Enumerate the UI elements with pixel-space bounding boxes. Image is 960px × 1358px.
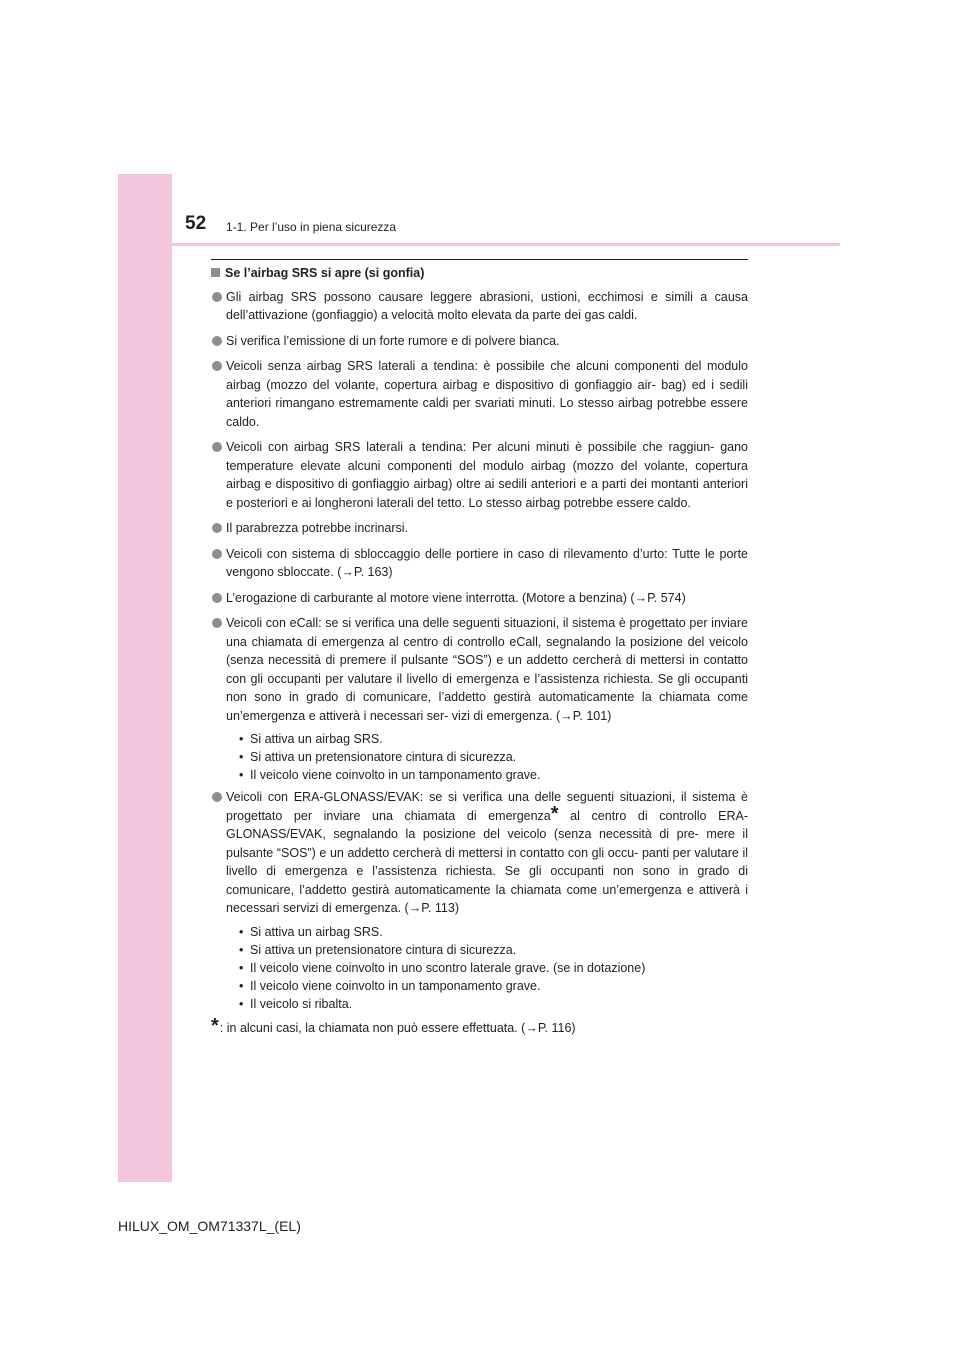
header-rule [172, 243, 840, 246]
list-item [211, 438, 748, 512]
closing-paren: ) [454, 901, 459, 915]
list-item-text: Veicoli senza airbag SRS laterali a tendina: è possibile che alcuni componenti del modulo airbag (mozzo del volante, copertura airbag e dispositivo di gonfiaggio air- bag) ed i sedili anteriori rimangano estremamente caldi per svariati minuti. Lo stesso airbag potrebbe essere caldo. [226, 359, 748, 429]
list-item-text: Veicoli con eCall: se si verifica una delle seguenti situazioni, il sistema è progettato per inviare una chiamata di emergenza al centro di controllo eCall, segnalando la posizione del veicolo (senza necessità di premere il pulsante “SOS”) e un addetto cercherà di mettersi in contatto con gli occupanti per valutare il livello di emergenza e l’assistenza richiesta. Se gli occupanti non sono in grado di comunicare, l’addetto gestirà automaticamente la chiamata come un’emergenza e attiverà i necessari ser- vizi di emergenza. ( [226, 616, 748, 723]
section-heading [211, 264, 748, 283]
list-item [211, 357, 748, 431]
list-item-ecall [211, 614, 748, 725]
page-reference-link[interactable]: →P. 163 [341, 565, 389, 579]
circle-bullet-icon [212, 361, 222, 371]
list-item-text: Veicoli con sistema di sbloccaggio delle portiere in caso di rilevamento d’urto: Tutte le porte vengono sbloccate. ( [226, 546, 748, 579]
circle-bullet-icon [212, 792, 222, 802]
section-title: 1-1. Per l’uso in piena sicurezza [226, 220, 397, 234]
page-number: 52 [185, 213, 207, 234]
list-item-door-unlock [211, 545, 748, 582]
list-item [211, 332, 748, 351]
circle-bullet-icon [212, 618, 222, 628]
sub-list-item: • Si attiva un airbag SRS. [239, 923, 748, 941]
circle-bullet-icon [212, 336, 222, 346]
sub-list-item: • Il veicolo viene coinvolto in un tamponamento grave. [239, 977, 748, 995]
footnote-text: : in alcuni casi, la chiamata non può essere effettuata. ( [219, 1020, 526, 1035]
sub-list-item: • Il veicolo viene coinvolto in uno scontro laterale grave. (se in dotazione) [239, 959, 748, 977]
circle-bullet-icon [212, 593, 222, 603]
sub-list-item: • Si attiva un airbag SRS. [239, 730, 748, 748]
ecall-conditions-list [239, 730, 748, 784]
list-item-text: Gli airbag SRS possono causare leggere abrasioni, ustioni, ecchimosi e simili a causa dell’attivazione (gonfiaggio) a velocità molto elevata da parte dei gas caldi. [226, 289, 748, 322]
list-item-text: L’erogazione di carburante al motore viene interrotta. (Motore a benzina) ( [226, 590, 635, 605]
page-reference-link[interactable]: →P. 113 [408, 901, 455, 915]
side-tab-bar [118, 174, 172, 1182]
content-top-rule [211, 259, 748, 260]
closing-paren: ) [681, 590, 686, 605]
list-item-text: Si verifica l’emissione di un forte rumore e di polvere bianca. [226, 333, 560, 348]
asterisk-marker: * [550, 802, 559, 825]
sub-list-item: • Il veicolo si ribalta. [239, 995, 748, 1013]
circle-bullet-icon [212, 523, 222, 533]
sub-list-item: • Si attiva un pretensionatore cintura di sicurezza. [239, 748, 748, 766]
list-item-text-cont: al centro di controllo ERA-GLONASS/EVAK, segnalando la posizione del veicolo (senza necessità di pre- mere il pulsante “SOS”) e un addetto cercherà di mettersi in contatto con gli occu- panti per valutare il livello di emergenza e l’assistenza richiesta. Se gli occupanti non sono in grado di comunicare, l’addetto gestirà automaticamente la chiamata come un’emergenza e attiverà i necessari servizi di emergenza. ( [226, 808, 748, 915]
era-conditions-list [239, 923, 748, 1013]
list-item-text: Veicoli con airbag SRS laterali a tendina: Per alcuni minuti è possibile che raggiun- gano temperature elevate alcuni componenti del modulo airbag (mozzo del volante, copertura airbag e dispositivo di gonfiaggio airbag) oltre ai sedili anteriori e a parti dei montanti anteriori e posteriori e ai longheroni laterali del tetto. Lo stesso airbag potrebbe essere caldo. [226, 440, 748, 510]
main-content [211, 264, 748, 1037]
footnote-asterisk: * [211, 1014, 219, 1037]
circle-bullet-icon [212, 549, 222, 559]
list-item-text: Veicoli con ERA-GLONASS/EVAK: se si verifica una delle seguenti situazioni, il sistema è progettato per inviare una chiamata di emergenza [226, 790, 748, 823]
circle-bullet-icon [212, 442, 222, 452]
list-item-era-glonass [211, 788, 748, 918]
circle-bullet-icon [212, 292, 222, 302]
closing-paren: ) [388, 565, 393, 579]
heading-text: Se l’airbag SRS si apre (si gonfia) [225, 266, 425, 280]
document-code: HILUX_OM_OM71337L_(EL) [118, 1218, 301, 1234]
list-item [211, 288, 748, 325]
list-item [211, 519, 748, 538]
footnote [211, 1014, 748, 1038]
sub-list-item: • Si attiva un pretensionatore cintura di sicurezza. [239, 941, 748, 959]
list-item-text: Il parabrezza potrebbe incrinarsi. [226, 521, 409, 535]
square-bullet-icon [211, 268, 220, 277]
closing-paren: ) [607, 708, 612, 723]
page-reference-link[interactable]: →P. 101 [560, 708, 608, 723]
list-item-fuel-cutoff [211, 589, 748, 608]
page-reference-link[interactable]: →P. 116 [525, 1020, 572, 1035]
sub-list-item: • Il veicolo viene coinvolto in un tamponamento grave. [239, 766, 748, 784]
closing-paren: ) [571, 1020, 576, 1035]
page-reference-link[interactable]: →P. 574 [634, 590, 682, 605]
